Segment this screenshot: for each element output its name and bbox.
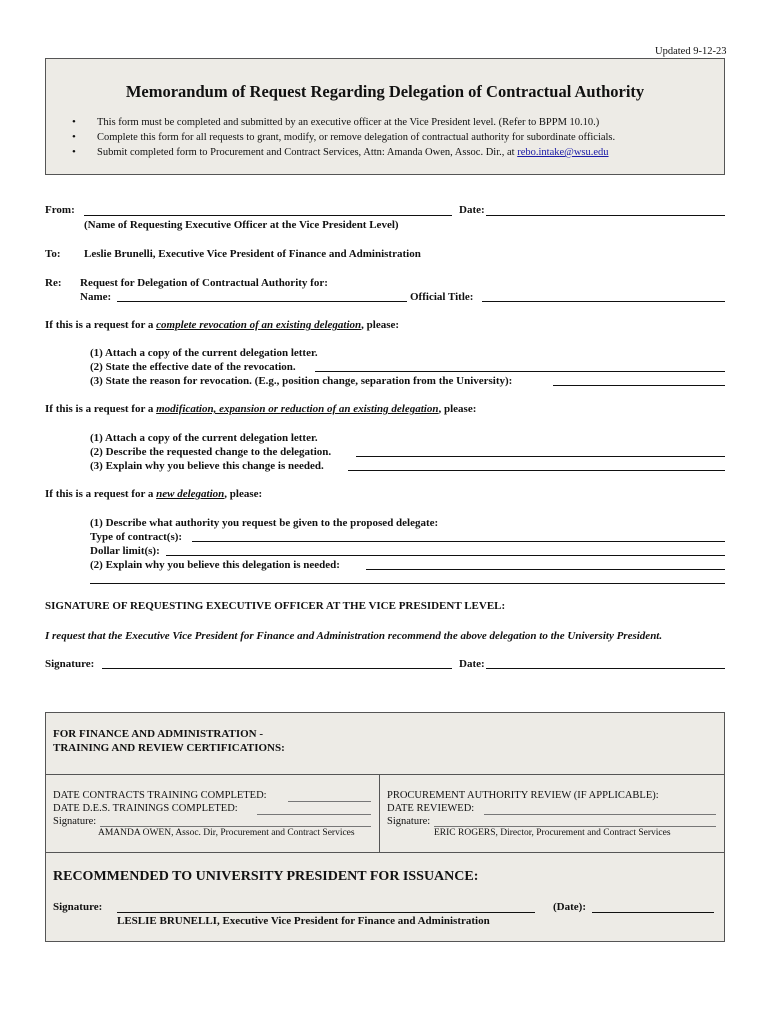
revocation-date-field[interactable]	[315, 371, 725, 372]
signature-date-label: Date:	[459, 658, 485, 670]
new-delegation-reason-field-2[interactable]	[90, 583, 725, 584]
instruction-bullet-2: • Complete this form for all requests to grant, modify, or remove delegation of contractual authority for subordinate officials.	[97, 132, 615, 143]
modification-reason-field[interactable]	[348, 470, 725, 471]
evp-date-field[interactable]	[592, 912, 714, 913]
signature-heading: SIGNATURE OF REQUESTING EXECUTIVE OFFICER AT THE VICE PRESIDENT LEVEL:	[45, 600, 506, 612]
owen-signature-label: Signature:	[53, 816, 97, 827]
owen-signature-field[interactable]	[100, 826, 371, 827]
instruction-bullet-3	[97, 147, 609, 158]
contracts-training-field[interactable]	[288, 801, 371, 802]
revocation-intro-emphasis: complete revocation of an existing delegation	[156, 319, 362, 331]
from-date-label: Date:	[459, 204, 485, 216]
modification-item-3: (3) Explain why you believe this change is needed.	[90, 460, 324, 472]
rogers-signature-field[interactable]	[434, 826, 716, 827]
new-delegation-intro	[45, 488, 262, 500]
form-title: Memorandum of Request Regarding Delegation of Contractual Authority	[125, 82, 645, 101]
des-training-field[interactable]	[257, 814, 371, 815]
updated-date: Updated 9-12-23	[655, 46, 727, 57]
new-delegation-item-2: (2) Explain why you believe this delegation is needed:	[90, 559, 340, 571]
revocation-item-2: (2) State the effective date of the revocation.	[90, 361, 296, 373]
instruction-bullet-1: • This form must be completed and submitted by an executive officer at the Vice President level. (Refer to BPPM 10.10.)	[97, 117, 599, 128]
new-delegation-intro-post: , please:	[224, 488, 263, 500]
modification-intro-emphasis: modification, expansion or reduction of an existing delegation	[156, 403, 439, 415]
contract-type-field[interactable]	[192, 541, 725, 542]
evp-date-label: (Date):	[553, 901, 586, 913]
to-label: To:	[45, 248, 61, 260]
modification-item-1: (1) Attach a copy of the current delegation letter.	[90, 432, 318, 444]
delegate-title-field[interactable]	[482, 301, 725, 302]
revocation-intro	[45, 319, 399, 331]
evp-name: LESLIE BRUNELLI, Executive Vice President for Finance and Administration	[117, 915, 490, 927]
delegate-name-field[interactable]	[117, 301, 407, 302]
re-label: Re:	[45, 277, 62, 289]
admin-divider-2	[45, 852, 725, 853]
owen-name: AMANDA OWEN, Assoc. Dir, Procurement and Contract Services	[98, 828, 355, 838]
from-name-field[interactable]	[84, 215, 452, 216]
admin-heading-1: FOR FINANCE AND ADMINISTRATION -	[53, 728, 264, 740]
revocation-item-1: (1) Attach a copy of the current delegation letter.	[90, 347, 318, 359]
re-value: Request for Delegation of Contractual Authority for:	[80, 277, 328, 289]
revocation-reason-field[interactable]	[553, 385, 725, 386]
admin-divider-1	[45, 774, 725, 775]
delegate-title-label: Official Title:	[410, 291, 474, 303]
procurement-review-label: PROCUREMENT AUTHORITY REVIEW (IF APPLICABLE):	[387, 790, 659, 801]
new-delegation-intro-pre: If this is a request for a	[45, 488, 157, 500]
signature-date-field[interactable]	[486, 668, 725, 669]
dollar-limit-label: Dollar limit(s):	[90, 545, 160, 557]
from-label: From:	[45, 204, 75, 216]
date-reviewed-label: DATE REVIEWED:	[387, 803, 475, 814]
from-note: (Name of Requesting Executive Officer at the Vice President Level)	[84, 219, 399, 231]
delegate-name-label: Name:	[80, 291, 112, 303]
contract-type-label: Type of contract(s):	[90, 531, 183, 543]
modification-change-field[interactable]	[356, 456, 725, 457]
signature-label: Signature:	[45, 658, 95, 670]
new-delegation-reason-field[interactable]	[366, 569, 725, 570]
new-delegation-item-1: (1) Describe what authority you request be given to the proposed delegate:	[90, 517, 439, 529]
admin-divider-vertical	[379, 774, 380, 852]
dollar-limit-field[interactable]	[166, 555, 725, 556]
modification-item-2: (2) Describe the requested change to the delegation.	[90, 446, 332, 458]
rogers-name: ERIC ROGERS, Director, Procurement and Contract Services	[434, 828, 671, 838]
rogers-signature-label: Signature:	[387, 816, 431, 827]
admin-heading-2: TRAINING AND REVIEW CERTIFICATIONS:	[53, 742, 285, 754]
contracts-training-label: DATE CONTRACTS TRAINING COMPLETED:	[53, 790, 267, 801]
from-date-field[interactable]	[486, 215, 725, 216]
intake-email-link[interactable]: rebo.intake@wsu.edu	[517, 147, 609, 158]
modification-intro-pre: If this is a request for a	[45, 403, 157, 415]
evp-signature-field[interactable]	[117, 912, 535, 913]
revocation-item-3: (3) State the reason for revocation. (E.g., position change, separation from the University):	[90, 375, 513, 387]
revocation-intro-pre: If this is a request for a	[45, 319, 157, 331]
revocation-intro-post: , please:	[361, 319, 400, 331]
to-value: Leslie Brunelli, Executive Vice President of Finance and Administration	[84, 248, 421, 260]
signature-field[interactable]	[102, 668, 452, 669]
new-delegation-intro-emphasis: new delegation	[156, 488, 225, 500]
instruction-bullet-3-text: Submit completed form to Procurement and Contract Services, Attn: Amanda Owen, Assoc. Dir., at	[97, 147, 518, 158]
request-statement: I request that the Executive Vice President for Finance and Administration recommend the above delegation to the University President.	[45, 630, 663, 642]
modification-intro	[45, 403, 476, 415]
recommend-heading: RECOMMENDED TO UNIVERSITY PRESIDENT FOR ISSUANCE:	[53, 869, 479, 884]
date-reviewed-field[interactable]	[484, 814, 716, 815]
des-training-label: DATE D.E.S. TRAININGS COMPLETED:	[53, 803, 238, 814]
evp-signature-label: Signature:	[53, 901, 103, 913]
modification-intro-post: , please:	[438, 403, 477, 415]
